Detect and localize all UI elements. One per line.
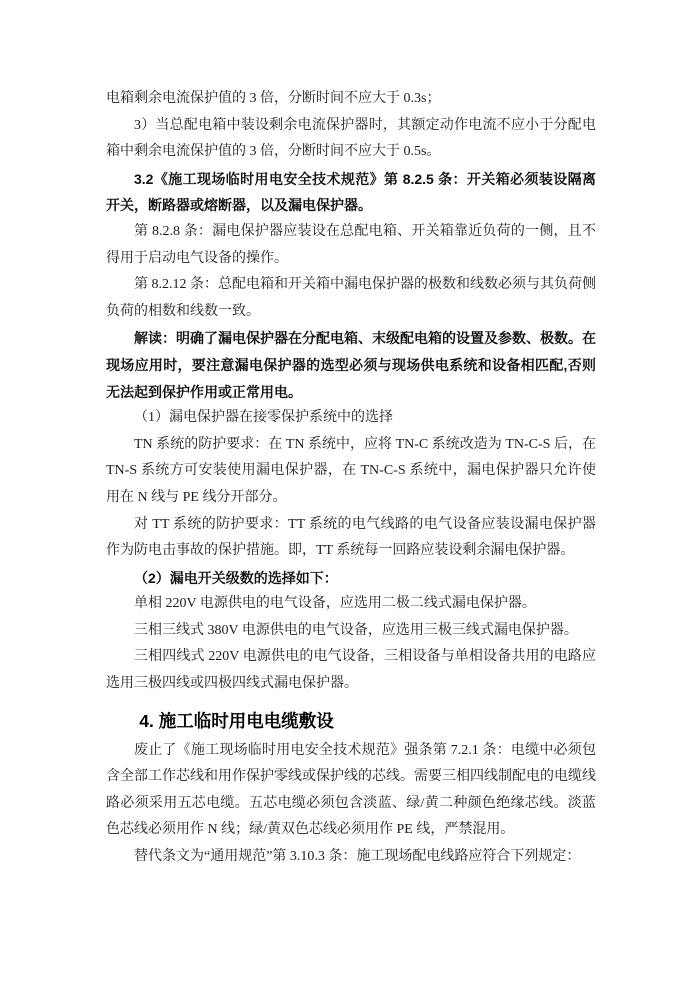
paragraph-rule-8-2-12: 第 8.2.12 条：总配电箱和开关箱中漏电保护器的极数和线数必须与其负荷侧负荷的相数和线数一致。 — [106, 277, 596, 319]
paragraph-tt-system: 对 TT 系统的防护要求：TT 系统的电气线路的电气设备应装设漏电保护器作为防电击事故的保护措施。即，TT 系统每一回路应装设剩余漏电保护器。 — [106, 516, 596, 559]
paragraph-three-phase-four-wire: 三相四线式 220V 电源供电的电气设备，三相设备与单相设备共用的电路应选用三极四线或四极四线式漏电保护器。 — [106, 649, 596, 692]
paragraph-interpretation: 解读：明确了漏电保护器在分配电箱、末级配电箱的设置及参数、极数。在现场应用时，要注意漏电保护器的选型必须与现场供电系统和设备相匹配,否则无法起到保护作用或正常用电。 — [106, 330, 596, 400]
paragraph-list-item-3: 3）当总配电箱中装设剩余电流保护器时，其额定动作电流不应小于分配电箱中剩余电流保护值的 3 倍，分断时间不应大于 0.5s。 — [106, 117, 596, 160]
paragraph-cable-rule-7-2-1: 废止了《施工现场临时用电安全技术规范》强条第 7.2.1 条：电缆中必须包含全部工作芯线和用作保护零线或保护线的芯线。需要三相四线制配电的电缆线路必须采用五芯电缆。五芯电缆必须包含淡蓝、绿/黄二种颜色绝缘芯线。淡蓝色芯线必须用作 N 线；绿/黄双色芯线必须用作 PE 线，严禁混用。 — [106, 742, 596, 838]
document-text-block — [106, 86, 596, 871]
paragraph-three-phase-380v: 三相三线式 380V 电源供电的电气设备，应选用三极三线式漏电保护器。 — [134, 622, 578, 638]
paragraph-tn-system: TN 系统的防护要求：在 TN 系统中，应将 TN-C 系统改造为 TN-C-S 后，在 TN-S 系统方可安装使用漏电保护器，在 TN-C-S 系统中，漏电保护器只允许使用在 N 线与 PE 线分开部分。 — [106, 436, 596, 505]
paragraph-item-2: （2）漏电开关级数的选择如下： — [134, 569, 338, 586]
paragraph-replacement-rule-3-10-3: 替代条文为“通用规范”第 3.10.3 条：施工现场配电线路应符合下列规定： — [134, 849, 581, 865]
paragraph-rule-8-2-8: 第 8.2.8 条：漏电保护器应装设在总配电箱、开关箱靠近负荷的一侧，且不得用于启动电气设备的操作。 — [106, 223, 596, 266]
paragraph-continuation: 电箱剩余电流保护值的 3 倍，分断时间不应大于 0.3s； — [106, 91, 441, 106]
paragraph-item-1: （1）漏电保护器在接零保护系统中的选择 — [134, 410, 393, 426]
section-heading-4: 4. 施工临时用电电缆敷设 — [139, 710, 334, 731]
paragraph-single-phase-220v: 单相 220V 电源供电的电气设备，应选用二极二线式漏电保护器。 — [134, 596, 536, 612]
paragraph-rule-3-2: 3.2《施工现场临时用电安全技术规范》第 8.2.5 条：开关箱必须装设隔离开关，断路器或熔断器，以及漏电保护器。 — [106, 170, 596, 214]
